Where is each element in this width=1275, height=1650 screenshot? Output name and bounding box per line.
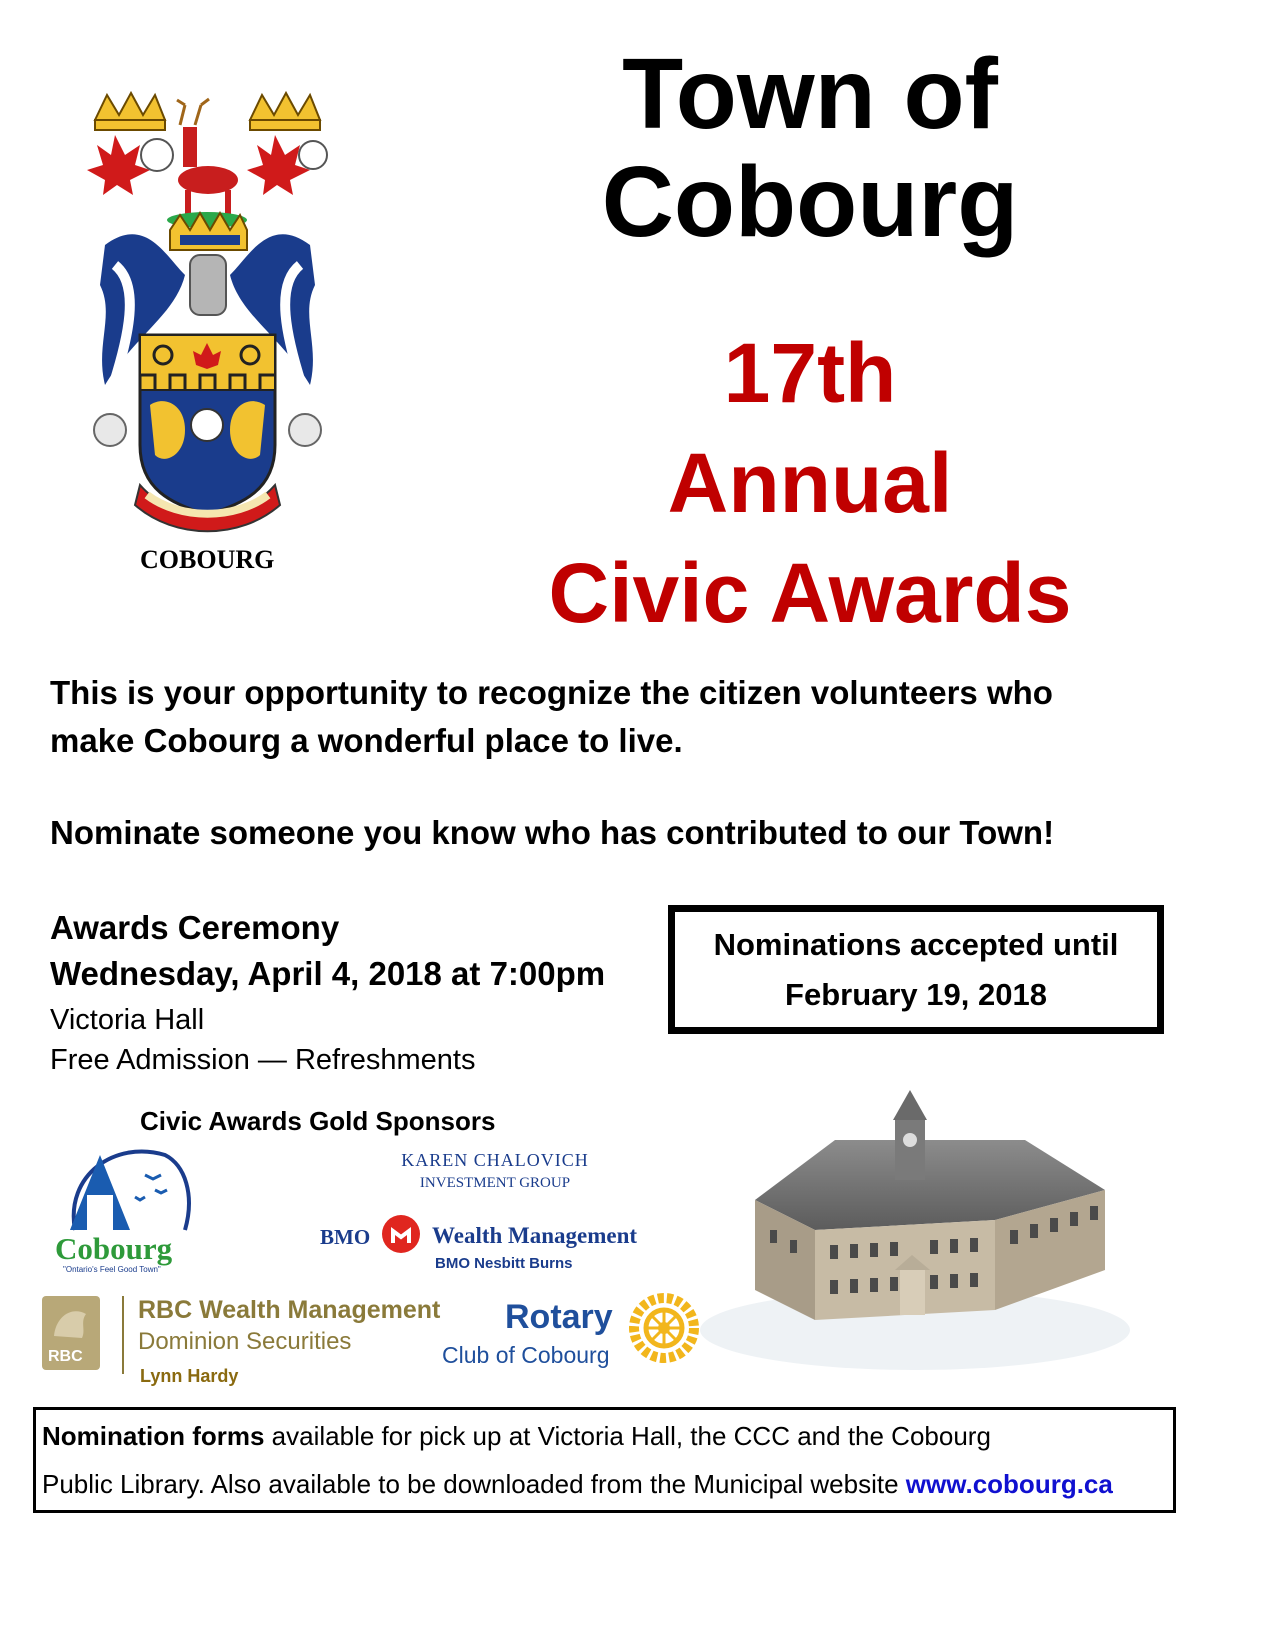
bmo-roundel-icon — [382, 1215, 420, 1253]
bmo-left-text: BMO — [320, 1225, 371, 1249]
left-maple-leaf-icon — [87, 135, 150, 195]
rbc-badge-text: RBC — [48, 1348, 83, 1365]
bmo-wealth-logo — [320, 1215, 680, 1275]
event-line-1: 17th — [723, 326, 897, 420]
rotary-line-1: Rotary — [505, 1298, 613, 1336]
footer-line-1 — [42, 1412, 1167, 1460]
cobourg-coat-of-arms — [85, 85, 330, 585]
deadline-line-2: February 19, 2018 — [785, 977, 1047, 1012]
event-line-3: Civic Awards — [548, 546, 1072, 640]
shield-icon — [140, 335, 275, 515]
footer-bold-lead: Nomination forms — [42, 1421, 265, 1451]
victoria-hall-photo — [695, 1080, 1135, 1370]
left-crown-icon — [95, 93, 165, 130]
rotary-wheel-icon — [626, 1290, 702, 1366]
title-line-2: Cobourg — [601, 146, 1019, 258]
karen-line-1: KAREN CHALOVICH — [401, 1150, 589, 1170]
intro-line-2: make Cobourg a wonderful place to live. — [50, 722, 683, 759]
rbc-lion-badge-icon — [42, 1296, 100, 1370]
right-crown-icon — [250, 93, 320, 130]
rbc-person: Lynn Hardy — [140, 1366, 239, 1386]
cobourg-logo-text: Cobourg — [55, 1231, 173, 1266]
nomination-deadline-box — [668, 905, 1164, 1034]
footer-line-2 — [42, 1460, 1167, 1508]
sponsors-heading: Civic Awards Gold Sponsors — [140, 1106, 496, 1136]
karen-line-2: INVESTMENT GROUP — [419, 1175, 571, 1191]
deadline-line-1: Nominations accepted until — [713, 927, 1119, 962]
bmo-right-text: Wealth Management — [432, 1223, 638, 1248]
cobourg-website-link[interactable]: www.cobourg.ca — [905, 1469, 1113, 1499]
ceremony-heading: Awards Ceremony — [50, 909, 340, 946]
rotary-line-2: Club of Cobourg — [442, 1342, 610, 1368]
stag-icon — [177, 99, 238, 215]
rbc-line-2: Dominion Securities — [138, 1328, 352, 1355]
rbc-wealth-logo — [42, 1296, 442, 1386]
cobourg-tagline: "Ontario's Feel Good Town" — [63, 1265, 161, 1274]
event-line-2: Annual — [667, 436, 953, 530]
rbc-line-1: RBC Wealth Management — [138, 1296, 441, 1324]
title-line-1: Town of — [622, 38, 998, 150]
ceremony-venue: Victoria Hall — [50, 1004, 205, 1036]
right-maple-leaf-icon — [247, 135, 310, 195]
karen-chalovich-logo — [395, 1150, 595, 1192]
crest-wordmark: COBOURG — [140, 545, 275, 574]
cobourg-town-logo — [55, 1135, 195, 1275]
rotary-logo — [440, 1290, 710, 1380]
ceremony-admission: Free Admission — Refreshments — [50, 1044, 476, 1076]
ceremony-date-time: Wednesday, April 4, 2018 at 7:00pm — [50, 955, 606, 992]
nomination-forms-box — [33, 1407, 1176, 1513]
call-to-action: Nominate someone you know who has contributed to our Town! — [50, 814, 1055, 851]
footer-text-2: Public Library. Also available to be downloaded from the Municipal website — [42, 1469, 906, 1499]
bmo-sub-text: BMO Nesbitt Burns — [435, 1255, 573, 1272]
intro-line-1: This is your opportunity to recognize the citizen volunteers who — [50, 674, 1053, 711]
footer-text-1: available for pick up at Victoria Hall, the CCC and the Cobourg — [264, 1421, 991, 1451]
